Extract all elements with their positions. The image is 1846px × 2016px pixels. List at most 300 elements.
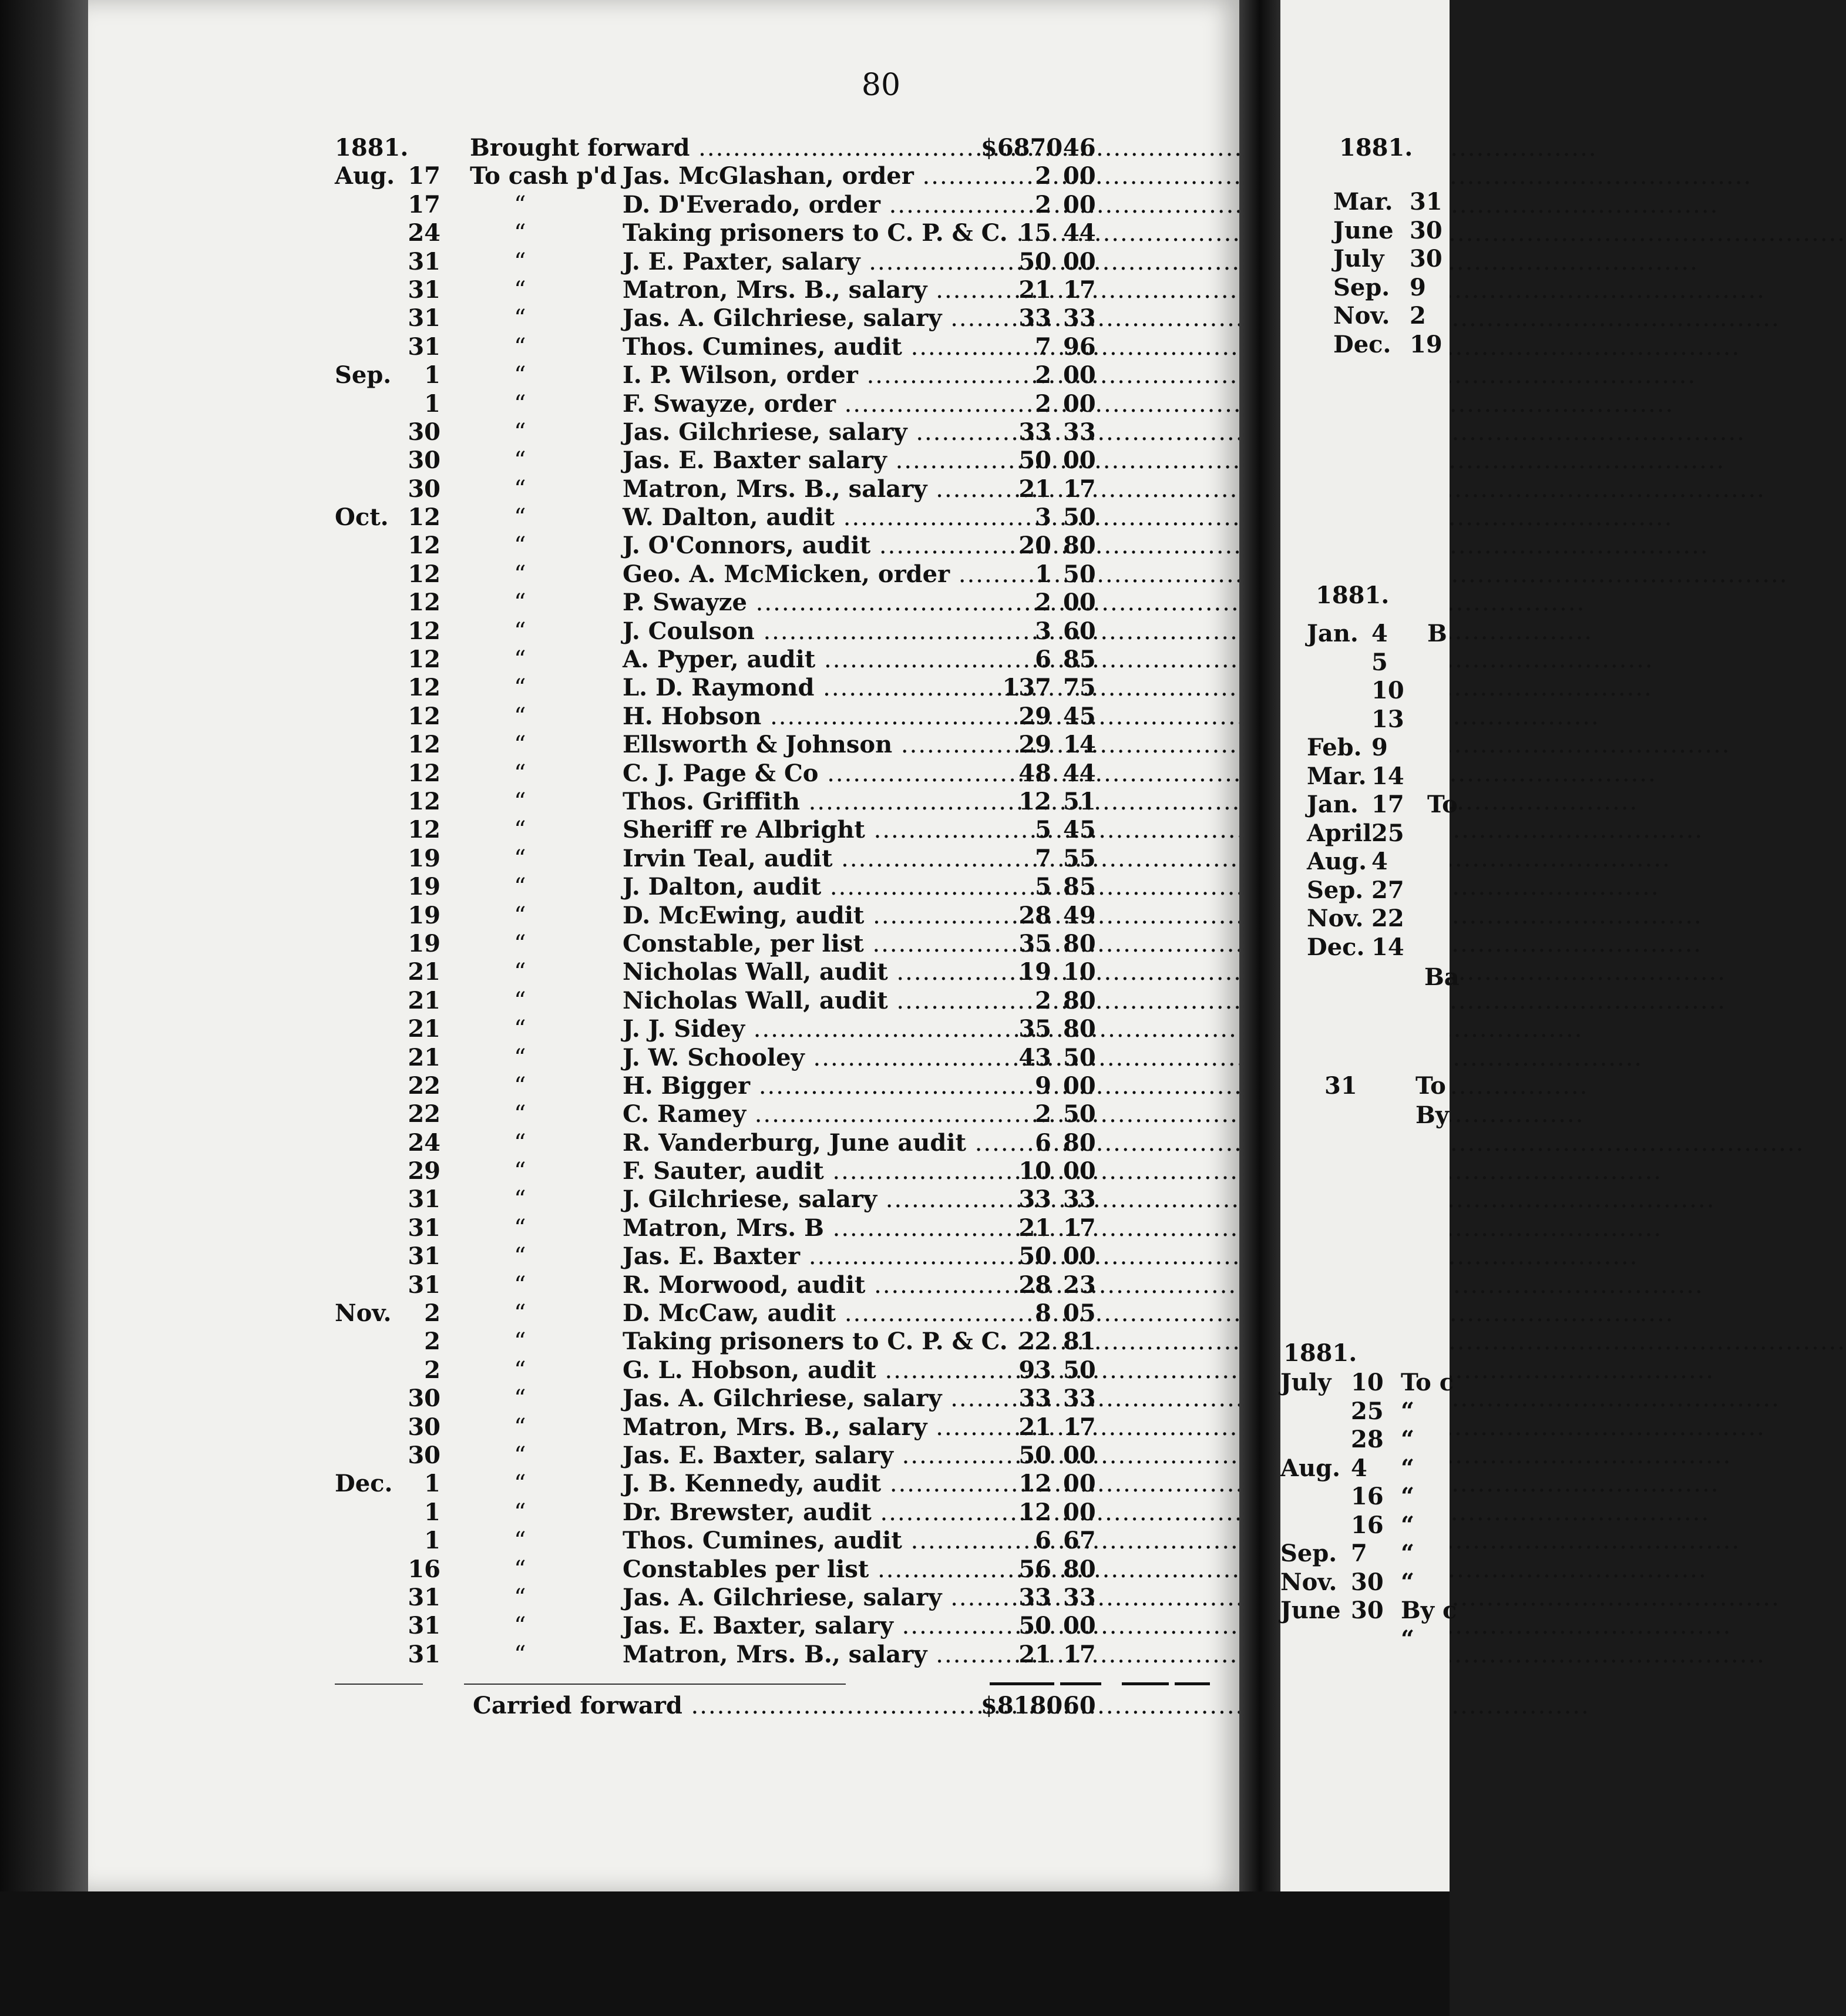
entry-dollars: 2 [1035,1100,1051,1128]
facing-entry-text: “ [1401,1426,1415,1453]
entry-day: 24 [408,219,441,247]
entry-day: 19 [408,873,441,901]
entry-lead: “ [514,560,526,588]
entry-day: 31 [408,1214,441,1242]
entry-dollars: 2 [1035,589,1051,617]
entry-lead: “ [514,1101,526,1128]
entry-cents: 80 [1063,929,1096,957]
entry-cents: 00 [1063,446,1096,475]
entry-dollars: 33 [1018,1185,1051,1214]
facing-month: June [1280,1597,1341,1624]
entry-day: 31 [408,275,441,304]
entry-dollars: 93 [1018,1356,1051,1384]
facing-page [1280,0,1460,1891]
entry-cents: 33 [1063,304,1096,332]
ledger-row [335,304,1110,332]
entry-day: 12 [408,617,441,645]
entry-description: Jas. McGlashan, order ..... [623,162,975,190]
ledger-row [335,1527,1110,1555]
entry-dollars: 21 [1018,1214,1051,1242]
facing-day: 9 [1371,734,1388,761]
entry-cents: 80 [1063,1555,1096,1583]
entry-day: 12 [408,731,441,759]
facing-day: 14 [1371,933,1404,961]
entry-dollars: 137 [1002,674,1051,702]
facing-year-label: 1881. [1283,1339,1357,1367]
entry-dollars: 50 [1018,1612,1051,1640]
entry-description: J. J. Sidey ..... [623,1015,975,1043]
facing-day: 4 [1351,1454,1367,1482]
facing-entry-text: Ba [1424,963,1460,991]
entry-day: 24 [408,1128,441,1157]
entry-cents: 00 [1063,1470,1096,1498]
entry-day: 22 [408,1071,441,1100]
entry-description: Jas. A. Gilchriese, salary ..... [623,1584,975,1612]
entry-lead: “ [514,760,526,787]
ledger-row [335,503,1110,532]
facing-entry-text: By c [1401,1597,1457,1624]
ledger-row [335,219,1110,247]
carried-forward-row [335,1692,1110,1720]
entry-description: Nicholas Wall, audit ..... [623,987,975,1015]
entry-dollars: 50 [1018,446,1051,475]
entry-lead: “ [514,1413,526,1441]
facing-month: July [1280,1369,1331,1396]
entry-lead: “ [514,902,526,929]
facing-month: Feb. [1307,734,1362,761]
facing-day: 22 [1371,905,1404,932]
facing-month: Nov. [1280,1568,1337,1596]
facing-month: July [1333,245,1384,273]
scan-bottom-edge [0,1891,1450,2016]
entry-day: 31 [408,304,441,332]
entry-day: 19 [408,929,441,957]
entry-description: J. O'Connors, audit ..... [623,532,975,560]
facing-day: 17 [1371,791,1404,818]
ledger-row [335,1470,1110,1498]
entry-cents: 80 [1063,1128,1096,1157]
year-label: 1881. [335,134,409,162]
entry-cents: 00 [1063,1441,1096,1469]
entry-description: C. Ramey ..... [623,1100,975,1128]
entry-lead: “ [514,1214,526,1242]
entry-cents: 17 [1063,475,1096,503]
ledger-row [335,1498,1110,1527]
entry-cents: 51 [1063,787,1096,815]
entry-cents: 44 [1063,219,1096,247]
entry-dollars: 19 [1018,958,1051,986]
ledger-row [335,589,1110,617]
facing-day: 19 [1410,330,1442,358]
entry-lead: “ [514,1044,526,1071]
facing-day: 2 [1410,302,1426,330]
facing-month: Sep. [1280,1540,1337,1567]
ledger-row [335,162,1110,190]
entry-description: Jas. E. Baxter salary ..... [623,446,975,475]
entry-lead: “ [514,1300,526,1328]
entry-description: Thos. Cumines, audit ..... [623,333,975,361]
facing-day: 14 [1371,762,1404,790]
entry-cents: 55 [1063,844,1096,872]
ledger-row [335,930,1110,958]
facing-month: Mar. [1333,188,1393,216]
entry-dollars: 56 [1018,1555,1051,1583]
entry-lead: “ [514,731,526,759]
entry-month: Aug. [335,162,395,190]
entry-cents: 00 [1063,1071,1096,1100]
ledger-row [335,1242,1110,1271]
entry-dollars: 29 [1018,731,1051,759]
facing-day: 30 [1410,216,1442,244]
entry-cents: 00 [1063,190,1096,219]
entry-dollars: 5 [1035,816,1051,844]
entry-lead: “ [514,589,526,617]
entry-day: 12 [408,674,441,702]
entry-dollars: 43 [1018,1043,1051,1071]
facing-month: Aug. [1307,848,1367,875]
brought-forward-label: Brought forward ..... [470,134,981,162]
entry-lead: “ [514,248,526,275]
entry-day: 21 [408,986,441,1014]
entry-dollars: 21 [1018,1413,1051,1441]
entry-day: 2 [424,1299,441,1328]
entry-day: 31 [408,332,441,361]
facing-entry-text: By [1415,1101,1450,1129]
facing-entry-text: To [1415,1072,1446,1100]
ledger-row [335,1214,1110,1242]
entry-day: 31 [408,1612,441,1640]
ledger-row [335,1185,1110,1214]
entry-cents: 50 [1063,1043,1096,1071]
entry-dollars: 50 [1018,247,1051,275]
entry-description: Jas. A. Gilchriese, salary ..... [623,1385,975,1413]
entry-cents: 67 [1063,1527,1096,1555]
ledger-row [335,276,1110,304]
entry-cents: 17 [1063,1214,1096,1242]
ledger-row [335,1584,1110,1612]
entry-day: 1 [424,1498,441,1526]
entry-day: 30 [408,475,441,503]
entry-cents: 85 [1063,873,1096,901]
entry-day: 12 [408,560,441,588]
entry-dollars: 10 [1018,1157,1051,1185]
ledger-row [335,1129,1110,1157]
entry-lead: “ [514,817,526,844]
facing-day: 16 [1351,1511,1384,1539]
entry-day: 21 [408,958,441,986]
entry-cents: 00 [1063,1157,1096,1185]
entry-cents: 85 [1063,646,1096,674]
entry-day: 31 [408,1583,441,1611]
entry-lead: “ [514,1555,526,1583]
page-number: 80 [861,68,901,103]
ledger-row [335,1299,1110,1328]
facing-month: Dec. [1307,933,1365,961]
ledger-row [335,248,1110,276]
entry-lead: “ [514,1527,526,1555]
entry-day: 30 [408,1413,441,1441]
entry-description: J. W. Schooley ..... [623,1044,975,1072]
entry-dollars: 33 [1018,1583,1051,1611]
entry-day: 19 [408,901,441,929]
entry-day: 12 [408,787,441,815]
entry-dollars: 29 [1018,702,1051,730]
entry-dollars: 12 [1018,787,1051,815]
entry-description: C. J. Page & Co ..... [623,760,975,788]
entry-dollars: 6 [1035,1527,1051,1555]
facing-entry-text: B [1427,620,1447,647]
facing-day: 10 [1371,677,1404,704]
facing-day: 31 [1410,188,1442,216]
entry-cents: 44 [1063,759,1096,787]
entry-dollars: 21 [1018,275,1051,304]
entry-day: 1 [424,1527,441,1555]
facing-day: 28 [1351,1426,1384,1453]
ledger-row [335,617,1110,646]
ledger-row [335,1328,1110,1356]
entry-description: Taking prisoners to C. P. & C. ..... [623,219,975,247]
entry-lead: “ [514,305,526,332]
facing-day: 13 [1371,705,1404,733]
facing-day: 31 [1324,1072,1357,1100]
ledger-row [335,1555,1110,1584]
facing-month: Jan. [1307,620,1359,647]
entry-day: 29 [408,1157,441,1185]
entry-dollars: 2 [1035,162,1051,190]
entry-cents: 05 [1063,1299,1096,1328]
entry-dollars: 28 [1018,1271,1051,1299]
entry-description: Constable, per list ..... [623,930,975,958]
facing-month: Nov. [1307,905,1364,932]
entry-dollars: 8 [1035,1299,1051,1328]
facing-month: Aug. [1280,1454,1341,1482]
ledger-row [335,532,1110,560]
facing-month: April [1307,819,1372,847]
entry-month: Sep. [335,361,392,389]
entry-cents: 00 [1063,589,1096,617]
entry-dollars: 35 [1018,1015,1051,1043]
entry-lead: “ [514,276,526,304]
entry-cents: 45 [1063,702,1096,730]
entry-description: Jas. Gilchriese, salary ..... [623,418,975,446]
entry-description: Taking prisoners to C. P. & C. ..... [623,1328,975,1356]
entry-lead: “ [514,788,526,815]
entry-lead: “ [514,1356,526,1384]
entry-lead: “ [514,674,526,702]
entry-dollars: 5 [1035,873,1051,901]
facing-day: 10 [1351,1369,1384,1396]
entry-dollars: 12 [1018,1470,1051,1498]
ledger-row [335,446,1110,475]
entry-cents: 14 [1063,731,1096,759]
entry-cents: 45 [1063,816,1096,844]
facing-month: Sep. [1333,273,1390,301]
entry-description: Jas. E. Baxter ..... [623,1242,975,1271]
facing-day: 7 [1351,1540,1367,1567]
entry-lead: “ [514,1641,526,1668]
entry-month: Dec. [335,1470,393,1498]
entry-description: Matron, Mrs. B ..... [623,1214,975,1242]
entry-cents: 10 [1063,958,1096,986]
facing-day: 9 [1410,273,1426,301]
entry-lead: “ [514,390,526,418]
facing-year-label: 1881. [1316,582,1390,609]
entry-dollars: 2 [1035,986,1051,1014]
facing-month: Dec. [1333,330,1391,358]
entry-dollars: 2 [1035,389,1051,418]
entry-description: Nicholas Wall, audit ..... [623,958,975,986]
entry-day: 1 [424,389,441,418]
entry-description: F. Sauter, audit ..... [623,1157,975,1185]
entry-lead: “ [514,959,526,986]
ledger-row [335,987,1110,1015]
entry-cents: 60 [1063,617,1096,645]
entry-day: 12 [408,503,441,532]
entry-description: J. Gilchriese, salary ..... [623,1185,975,1214]
entry-day: 31 [408,1640,441,1668]
entry-day: 12 [408,532,441,560]
book-spine [1239,0,1280,1891]
entry-cents: 49 [1063,901,1096,929]
entry-description: J. Coulson ..... [623,617,975,646]
ledger-row [335,958,1110,986]
entry-cents: 00 [1063,361,1096,389]
entry-lead: “ [514,1470,526,1498]
entry-cents: 50 [1063,503,1096,532]
entry-cents: 00 [1063,1242,1096,1271]
brought-forward-dollars: $6870 [981,134,1063,162]
facing-entry-text: “ [1401,1397,1415,1425]
entry-cents: 00 [1063,162,1096,190]
facing-month: Jan. [1307,791,1359,818]
facing-year-label: 1881. [1339,134,1413,162]
entry-cents: 80 [1063,532,1096,560]
entry-dollars: 2 [1035,190,1051,219]
entry-day: 12 [408,759,441,787]
entry-lead: “ [514,1186,526,1214]
facing-entry-text: “ [1401,1540,1415,1567]
brought-forward-row [335,134,1110,162]
facing-month: June [1333,216,1394,244]
entry-cents: 96 [1063,332,1096,361]
entry-lead: “ [514,1612,526,1640]
ledger-row [335,1015,1110,1043]
entry-cents: 33 [1063,1385,1096,1413]
facing-entry-text: “ [1401,1454,1415,1482]
total-rule [335,1680,1216,1688]
entry-lead: “ [514,1442,526,1469]
ledger-row [335,646,1110,674]
ledger-row [335,760,1110,788]
ledger-row [335,191,1110,219]
entry-lead: “ [514,617,526,645]
entry-description: J. Dalton, audit ..... [623,873,975,901]
entry-day: 22 [408,1100,441,1128]
entry-day: 31 [408,1242,441,1271]
entry-dollars: 35 [1018,929,1051,957]
ledger-row [335,1356,1110,1385]
entry-description: Constables per list ..... [623,1555,975,1584]
ledger-row [335,1271,1110,1299]
entry-description: Matron, Mrs. B., salary ..... [623,475,975,503]
ledger-row [335,731,1110,759]
entry-month: Oct. [335,503,389,532]
entry-lead: “ [514,1271,526,1299]
ledger-row [335,1612,1110,1640]
entry-description: J. E. Paxter, salary ..... [623,248,975,276]
facing-day: 30 [1410,245,1442,273]
ledger-row [335,1385,1110,1413]
entry-month: Nov. [335,1299,392,1328]
entry-cents: 50 [1063,560,1096,588]
facing-day: 4 [1371,620,1388,647]
entry-lead: “ [514,1072,526,1100]
entry-description: L. D. Raymond ..... [623,674,975,702]
entry-lead: “ [514,1584,526,1611]
entry-description: W. Dalton, audit ..... [623,503,975,532]
entry-lead: “ [514,475,526,503]
entry-lead: “ [514,504,526,532]
ledger-row [335,1157,1110,1185]
entry-day: 30 [408,1385,441,1413]
facing-month: Mar. [1307,762,1367,790]
entry-day: 19 [408,844,441,872]
entry-dollars: 33 [1018,1385,1051,1413]
entry-cents: 00 [1063,247,1096,275]
entry-description: Jas. E. Baxter, salary ..... [623,1442,975,1470]
entry-cents: 33 [1063,1583,1096,1611]
entry-description: Jas. A. Gilchriese, salary ..... [623,304,975,332]
ledger-row [335,361,1110,389]
ledger-row [335,1044,1110,1072]
entry-description: R. Morwood, audit ..... [623,1271,975,1299]
ledger-row [335,816,1110,844]
entry-dollars: 1 [1035,560,1051,588]
entry-cents: 00 [1063,1498,1096,1526]
ledger-row [335,788,1110,816]
entry-cents: 17 [1063,1413,1096,1441]
entry-description: Jas. E. Baxter, salary ..... [623,1612,975,1640]
facing-entry-text: To [1427,791,1458,818]
entry-cents: 17 [1063,1640,1096,1668]
entry-lead: “ [514,845,526,872]
entry-day: 31 [408,1271,441,1299]
entry-cents: 33 [1063,1185,1096,1214]
entry-day: 31 [408,1185,441,1214]
ledger-row [335,1641,1110,1669]
entry-description: D. McCaw, audit ..... [623,1299,975,1328]
facing-day: 16 [1351,1483,1384,1510]
ledger-row [335,475,1110,503]
entry-dollars: 6 [1035,646,1051,674]
entry-lead: “ [514,1158,526,1185]
entry-day: 31 [408,247,441,275]
entry-description: Irvin Teal, audit ..... [623,845,975,873]
entry-day: 21 [408,1043,441,1071]
ledger-row [335,560,1110,589]
facing-day: 30 [1351,1568,1384,1596]
ledger-row [335,1072,1110,1100]
entry-lead: “ [514,220,526,247]
carried-forward-label: Carried forward ..... [473,1692,981,1720]
left-binding-edge [0,0,88,2016]
entry-dollars: 6 [1035,1128,1051,1157]
brought-forward-cents: 46 [1063,134,1096,162]
ledger-row [335,333,1110,361]
entry-cents: 80 [1063,1015,1096,1043]
entry-cents: 00 [1063,389,1096,418]
entry-lead: “ [514,646,526,674]
